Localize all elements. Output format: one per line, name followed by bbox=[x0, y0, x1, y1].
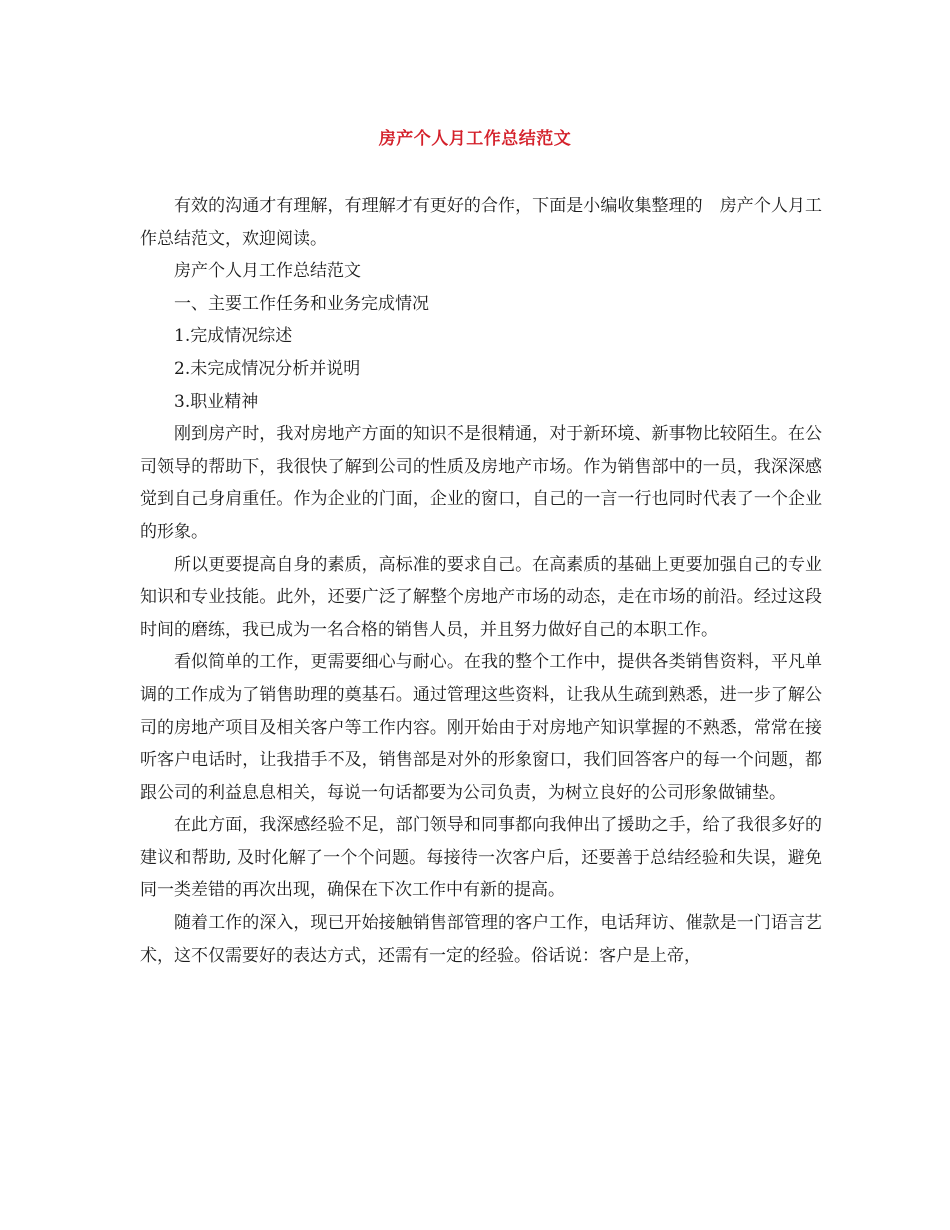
paragraph-body: 刚到房产时，我对房地产方面的知识不是很精通，对于新环境、新事物比较陌生。在公司领导的帮助下，我很快了解到公司的性质及房地产市场。作为销售部中的一员，我深深感觉到自己身肩重任。作为企业的门面，企业的窗口，自己的一言一行也同时代表了一个企业的形象。 bbox=[140, 424, 822, 542]
paragraph-body: 看似简单的工作，更需要细心与耐心。在我的整个工作中，提供各类销售资料，平凡单调的工作成为了销售助理的奠基石。通过管理这些资料，让我从生疏到熟悉，进一步了解公司的房地产项目及相关客户等工作内容。刚开始由于对房地产知识掌握的不熟悉，常常在接听客户电话时，让我措手不及，销售部是对外的形象窗口，我们回答客户的每一个问题，都跟公司的利益息息相关，每说一句话都要为公司负责，为树立良好的公司形象做铺垫。 bbox=[140, 652, 822, 803]
list-item: 2.未完成情况分析并说明 bbox=[174, 358, 361, 379]
paragraph-body: 所以更要提高自身的素质，高标准的要求自己。在高素质的基础上更要加强自己的专业知识和专业技能。此外，还要广泛了解整个房地产市场的动态，走在市场的前沿。经过这段时间的磨练，我已成为一名合格的销售人员，并且努力做好自己的本职工作。 bbox=[140, 554, 822, 640]
section-heading: 一、主要工作任务和业务完成情况 bbox=[174, 293, 429, 314]
list-item: 3.职业精神 bbox=[174, 391, 259, 412]
document-body bbox=[140, 190, 822, 972]
paragraph-intro: 有效的沟通才有理解，有理解才有更好的合作，下面是小编收集整理的 房产个人月工作总结范文，欢迎阅读。 bbox=[140, 196, 822, 249]
document-title: 房产个人月工作总结范文 bbox=[378, 129, 572, 149]
list-item: 1.完成情况综述 bbox=[174, 326, 293, 347]
paragraph-body: 随着工作的深入，现已开始接触销售部管理的客户工作，电话拜访、催款是一门语言艺术，这不仅需要好的表达方式，还需有一定的经验。俗话说：客户是上帝， bbox=[140, 913, 822, 966]
paragraph-body: 在此方面，我深感经验不足，部门领导和同事都向我伸出了援助之手，给了我很多好的建议和帮助, 及时化解了一个个问题。每接待一次客户后，还要善于总结经验和失误，避免同一类差错的再次出现，确保在下次工作中有新的提高。 bbox=[140, 815, 822, 901]
paragraph-subtitle: 房产个人月工作总结范文 bbox=[174, 261, 361, 282]
